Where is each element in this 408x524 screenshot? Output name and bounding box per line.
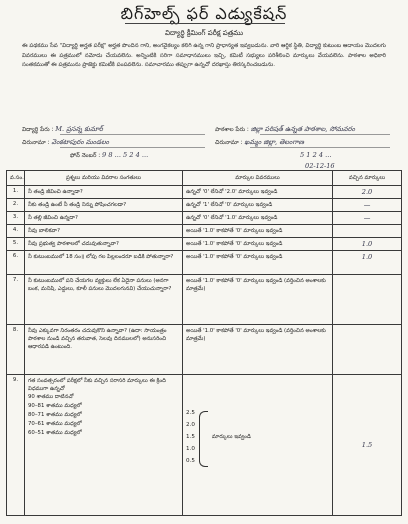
row-score: — bbox=[333, 212, 402, 225]
grade-item: 60–51 శాతము మధ్యలో bbox=[28, 430, 82, 436]
brace-icon bbox=[199, 411, 208, 467]
address-field-2: చిరునామా : ఖమ్మం జిల్లా, తెలంగాణ bbox=[215, 138, 304, 146]
grade-item: 70–61 శాతము మధ్యలో bbox=[28, 421, 82, 427]
row-number: 3. bbox=[7, 212, 25, 225]
school-name-label: పాఠశాల పేరు bbox=[215, 127, 246, 133]
row-number: 8. bbox=[7, 325, 25, 375]
table-row bbox=[7, 199, 402, 212]
table-row bbox=[7, 212, 402, 225]
pin-field bbox=[300, 151, 331, 159]
row-score: 1.0 bbox=[333, 238, 402, 251]
title-underline bbox=[125, 23, 285, 24]
row-rule: అయితే '1.0' కాకపోతే '0' మార్కులు ఇవ్వండి (వర్తించిన అంశాలకు మాత్రమే) bbox=[183, 275, 333, 325]
scale-value: 2.0 bbox=[186, 422, 195, 428]
row-score: 1.5 bbox=[333, 375, 402, 516]
row-rule: అయితే '1.0' కాకపోతే '0' మార్కులు ఇవ్వండి bbox=[183, 225, 333, 238]
row-question: నీ కుటుంబములో 18 సం॥ లోపు గల పిల్లలందరూ బడికి పోతున్నారా? bbox=[25, 251, 183, 275]
table-row bbox=[7, 186, 402, 199]
grade-item: 90 శాతము దాటినచో bbox=[28, 394, 74, 400]
address-field: చిరునామా : వెంకటాపురం మండలం bbox=[22, 138, 109, 146]
pin-value: 5 1 2 4 ... bbox=[300, 151, 332, 159]
row-score bbox=[333, 275, 402, 325]
table-row bbox=[7, 238, 402, 251]
scale-value: 1.5 bbox=[186, 434, 195, 440]
address-value-2: ఖమ్మం జిల్లా, తెలంగాణ bbox=[244, 138, 304, 146]
marks-table bbox=[6, 170, 402, 516]
school-name-field: పాఠశాల పేరు : జిల్లా పరిషత్ ఉన్నత పాఠశాల, సోమవరం bbox=[215, 125, 355, 133]
address-label-2: చిరునామా bbox=[215, 140, 239, 146]
phone-field: ఫోన్ నెంబర్ : 9 8 ... 5 2 4 ... bbox=[70, 151, 149, 159]
address-underline-2 bbox=[250, 147, 390, 148]
grade-list bbox=[28, 393, 179, 438]
header-rule: మార్కుల వివరములు bbox=[183, 171, 333, 186]
grade-item: 90–81 శాతము మధ్యలో bbox=[28, 403, 82, 409]
row-rule: అయితే '1.0' కాకపోతే '0' మార్కులు ఇవ్వండి (వర్తించిన అంశాలకు మాత్రమే) bbox=[183, 325, 333, 375]
score-scale bbox=[186, 407, 329, 467]
grades-intro: గత సంవత్సరంలో పరీక్షలో నీకు వచ్చిన సరాసరి మార్కులు ఈ క్రింది విధముగా ఉన్నచో bbox=[28, 378, 166, 392]
table-row bbox=[7, 375, 402, 516]
row-number: 6. bbox=[7, 251, 25, 275]
row-rule: అయితే '1.0' కాకపోతే '0' మార్కులు ఇవ్వండి bbox=[183, 251, 333, 275]
row-rule-scale bbox=[183, 375, 333, 516]
date-field bbox=[305, 162, 335, 170]
row-question: నీ కుటుంబములో పని చేయగల వ్యక్తులు లేక ఏదైనా పనులు (అనగా బంక, మనిషి, ఎద్దులు, కూలీ పనులు మొదలగునవి) చేయుచున్నారా? bbox=[25, 275, 183, 325]
row-rule: ఉన్నచో '0' లేనిచో '1.0' మార్కులు ఇవ్వండి bbox=[183, 212, 333, 225]
header-question: ప్రశ్నలు మరియు వివరాల సంగతులు bbox=[25, 171, 183, 186]
name-underline bbox=[60, 134, 205, 135]
phone-value: 9 8 ... 5 2 4 ... bbox=[102, 151, 149, 159]
table-row bbox=[7, 275, 402, 325]
row-number: 4. bbox=[7, 225, 25, 238]
address-value: వెంకటాపురం మండలం bbox=[51, 138, 109, 146]
row-score bbox=[333, 225, 402, 238]
row-rule: ఉన్నచో '0' లేనిచో '2.0' మార్కులు ఇవ్వండి bbox=[183, 186, 333, 199]
row-question: నీవు బాలికవా? bbox=[25, 225, 183, 238]
scale-value: 1.0 bbox=[186, 446, 195, 452]
address-underline bbox=[60, 147, 205, 148]
row-score: 2.0 bbox=[333, 186, 402, 199]
row-number: 7. bbox=[7, 275, 25, 325]
phone-label: ఫోన్ నెంబర్ bbox=[70, 153, 97, 159]
table-row bbox=[7, 251, 402, 275]
row-question: నీవు ప్రభుత్వ పాఠశాలలో చదువుతున్నావా? bbox=[25, 238, 183, 251]
table-header-row bbox=[7, 171, 402, 186]
scale-rule-text: మార్కులు ఇవ్వండి bbox=[211, 434, 251, 440]
row-number: 1. bbox=[7, 186, 25, 199]
date-value: 02-12-16 bbox=[305, 162, 335, 170]
row-question: నీవు ఎక్కువగా నిరంతరం చదువుకొని ఉన్నావా? (ఉదా: సాయంత్రం పాఠశాల నుండి వచ్చిన తరువాత, సెలవు దినములలో) అనుసరించి ఆధారపడి ఉంటుంది. bbox=[25, 325, 183, 375]
row-number: 5. bbox=[7, 238, 25, 251]
row-rule: అయితే '1.0' కాకపోతే '0' మార్కులు ఇవ్వండి bbox=[183, 238, 333, 251]
header-score: వచ్చిన మార్కులు bbox=[333, 171, 402, 186]
address-label: చిరునామా bbox=[22, 140, 46, 146]
row-number: 2. bbox=[7, 199, 25, 212]
school-name-value: జిల్లా పరిషత్ ఉన్నత పాఠశాల, సోమవరం bbox=[250, 125, 355, 133]
row-question-grades bbox=[25, 375, 183, 516]
row-score: 1.0 bbox=[333, 251, 402, 275]
row-score bbox=[333, 325, 402, 375]
student-name-label: విద్యార్థి పేరు bbox=[22, 127, 50, 133]
row-number: 9. bbox=[7, 375, 25, 516]
row-question: నీ తండ్రి జీవించి ఉన్నాడా? bbox=[25, 186, 183, 199]
row-score: — bbox=[333, 199, 402, 212]
table-row bbox=[7, 325, 402, 375]
row-rule: ఉన్నచో '1' లేనిచో '0' మార్కులు ఇవ్వండి bbox=[183, 199, 333, 212]
student-name-field: విద్యార్థి పేరు : M. ప్రసన్న కుమార్ bbox=[22, 125, 103, 133]
student-name-value: M. ప్రసన్న కుమార్ bbox=[55, 125, 103, 133]
table-row bbox=[7, 225, 402, 238]
school-underline bbox=[260, 134, 390, 135]
grade-item: 80–71 శాతము మధ్యలో bbox=[28, 412, 82, 418]
header-serial: వ.సం. bbox=[7, 171, 25, 186]
scale-value: 0.5 bbox=[186, 458, 195, 464]
form-subtitle: విద్యార్థి క్రీమింగ్ పరీక్ష పత్రము bbox=[164, 29, 243, 37]
scale-value: 2.5 bbox=[186, 410, 195, 416]
form-title: బిగ్‌హెల్ప్ ఫర్ ఎడ్యుకేషన్ bbox=[120, 4, 288, 23]
row-question: నీ తల్లి జీవించి ఉన్నదా? bbox=[25, 212, 183, 225]
scale-values bbox=[186, 407, 195, 467]
instructions-paragraph: ఈ పథకము సేవ "విద్యార్థి అర్హత పరీక్ష" అర్హత పొందిన గాని, అంగవైకల్యం కలిగి ఉన్న గాని ప్రాధాన్యత ఇవ్వబడును. వారి ఆర్థిక స్థితి, విద్యార్థి కుటుంబ ఆదాయం మొదలగు వివరములు ఈ పత్రములో నమోదు చేయవలెను. అన్నింటికి సరిగా సమాధానములు ఇచ్చి, కమిటీ సభ్యులు పరిశీలించి మార్కులు వేయవలెను. పాఠశాల అధికారి సంతకముతో ఈ పత్రమును ప్రాజెక్టు కమిటీకి పంపవలెను. సమాచారము తప్పుగా ఉన్నచో దరఖాస్తు తిరస్కరించబడును. bbox=[22, 43, 386, 69]
row-question: నీకు తండ్రి ఉంటే నీ తండ్రి నిన్ను పోషించగలడా? bbox=[25, 199, 183, 212]
